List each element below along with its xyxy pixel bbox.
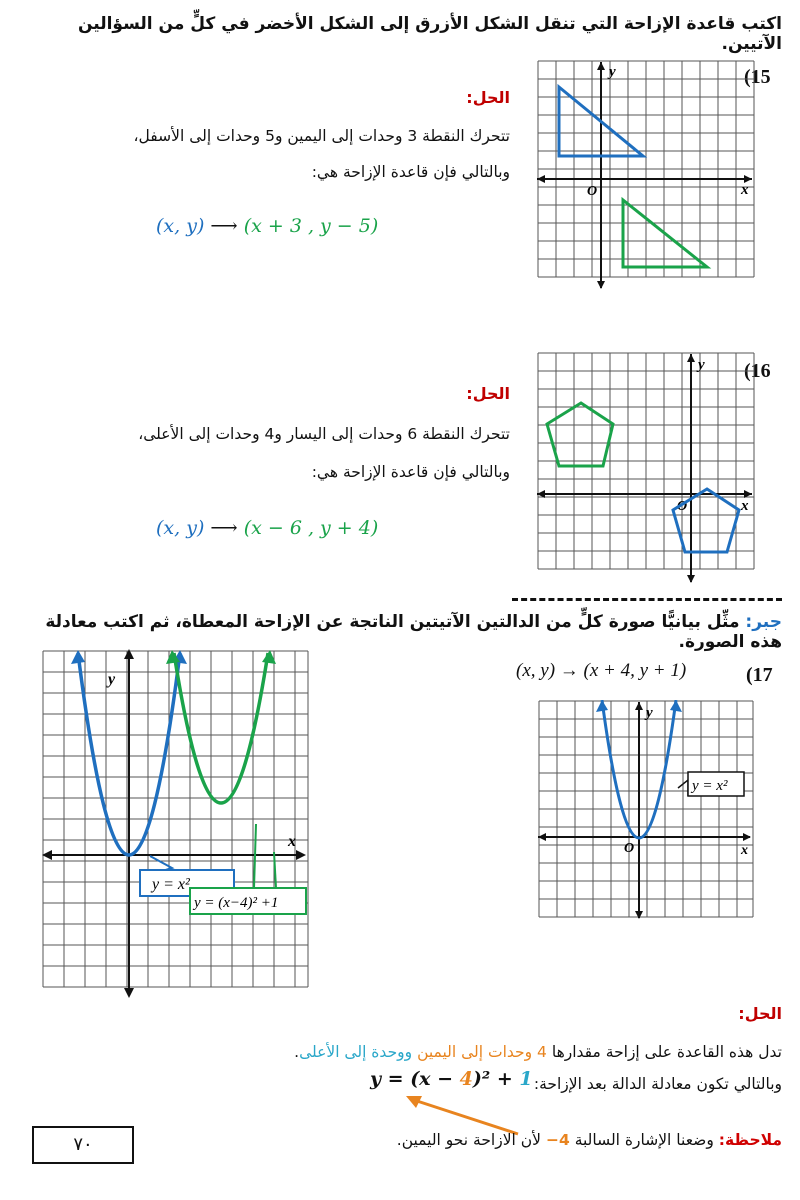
- q17-small-graph: [538, 700, 754, 920]
- q15-graph: [537, 60, 755, 290]
- question-15-number: (15: [744, 66, 771, 88]
- q17-note-a: وضعنا الإشارة السالبة: [574, 1131, 714, 1149]
- q17-line1-b: 4 وحدات إلى اليمين: [417, 1043, 547, 1061]
- q17-solution-line1: [12, 1036, 782, 1068]
- q16-solution-title: الحل:: [466, 384, 510, 403]
- q15-y-label: y: [609, 64, 616, 80]
- q15-green-triangle: [623, 200, 707, 267]
- q15-solution-line1: تتحرك النقطة 3 وحدات إلى اليمين و5 وحدات إلى الأسفل،: [133, 127, 510, 145]
- instruction-header: اكتب قاعدة الإزاحة التي تنقل الشكل الأزرق إلى الشكل الأخضر في كلٍّ من السؤالين الآتيين.: [77, 14, 782, 54]
- q16-green-pentagon: [547, 403, 613, 466]
- q17-solution-title: الحل:: [738, 1004, 782, 1023]
- q16-axes: [537, 354, 752, 582]
- q16-rule: [156, 517, 378, 539]
- q17-large-grid: [43, 651, 308, 987]
- q15-x-label: x: [741, 182, 749, 198]
- q15-rule-arrow: ⟶: [210, 215, 238, 237]
- algebra-text: مثِّل بيانيًّا صورة كلٍّ من الدالتين الآتيتين الناتجة عن الإزاحة المعطاة، ثم اكتب معادلة هذه الصورة.: [45, 612, 782, 652]
- q17-line1-c: ووحدة إلى الأعلى: [299, 1043, 413, 1061]
- question-16-number: (16: [744, 360, 771, 382]
- q17-small-y-label: y: [646, 705, 653, 721]
- q17-small-origin-label: O: [624, 841, 635, 856]
- q17-small-grid: [539, 701, 753, 917]
- q17-small-axes: [538, 702, 750, 918]
- q15-rule-right: (x + 3 , y − 5): [243, 215, 379, 237]
- q15-rule-left: (x, y): [156, 215, 205, 237]
- q17-solution-line2: وبالتالي تكون معادلة الدالة بعد الإزاحة:: [533, 1075, 782, 1093]
- q17-rule: (x, y) → (x + 4, y + 1): [516, 660, 687, 681]
- q17-eq-d: 1: [519, 1068, 533, 1090]
- q17-line1-a: تدل هذه القاعدة على إزاحة مقدارها: [551, 1043, 782, 1061]
- q16-origin-label: O: [677, 499, 688, 514]
- algebra-label: جبر:: [745, 612, 782, 632]
- q16-graph: [537, 352, 755, 584]
- q16-y-label: y: [698, 357, 705, 373]
- q17-large-x-label: x: [288, 833, 296, 850]
- q17-small-label: y = x²: [692, 778, 728, 794]
- q15-solution-title: الحل:: [466, 88, 510, 107]
- q17-green-parabola: [174, 653, 268, 803]
- q16-grid: [538, 353, 754, 569]
- q17-large-y-label: y: [108, 671, 116, 688]
- q16-solution-line2: وبالتالي فإن قاعدة الإزاحة هي:: [311, 463, 510, 481]
- q15-rule: [156, 215, 378, 237]
- q15-origin-label: O: [587, 184, 598, 199]
- q17-equation: [370, 1068, 533, 1090]
- question-17-number: (17: [746, 664, 773, 686]
- q16-x-label: x: [741, 498, 749, 514]
- q17-note-label: ملاحظة:: [718, 1131, 782, 1149]
- q17-eq-c: )² +: [472, 1068, 520, 1090]
- q17-note-b: 4−: [545, 1131, 570, 1149]
- q16-rule-left: (x, y): [156, 517, 205, 539]
- q17-green-label: y = (x−4)² +1: [194, 895, 279, 911]
- q17-note-c: لأن الازاحة نحو اليمين.: [396, 1131, 542, 1149]
- q16-rule-arrow: ⟶: [210, 517, 238, 539]
- q17-blue-label: y = x²: [152, 876, 190, 893]
- q17-eq-a: y = (x −: [370, 1068, 460, 1090]
- q17-line1-d: .: [294, 1043, 300, 1061]
- q17-eq-b: 4: [459, 1068, 473, 1090]
- q15-grid: [538, 61, 754, 277]
- q17-large-graph: [40, 648, 312, 1000]
- section-divider: [512, 598, 782, 601]
- q16-rule-right: (x − 6 , y + 4): [243, 517, 379, 539]
- q17-small-x-label: x: [741, 843, 748, 858]
- page-number: ٧٠: [32, 1126, 134, 1164]
- algebra-instruction: [12, 612, 782, 652]
- q15-solution-line2: وبالتالي فإن قاعدة الإزاحة هي:: [311, 163, 510, 181]
- q16-solution-line1: تتحرك النقطة 6 وحدات إلى اليسار و4 وحدات إلى الأعلى،: [138, 425, 510, 443]
